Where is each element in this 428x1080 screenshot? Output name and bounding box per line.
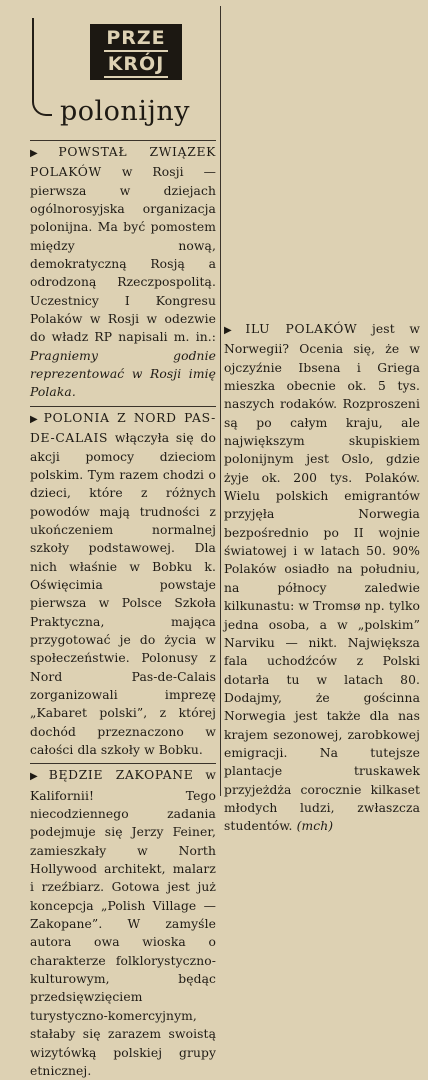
- author-signature: (mch): [296, 819, 334, 834]
- article-lead: POLONIA Z NORD PAS-DE-CALAIS: [30, 410, 216, 446]
- triangle-bullet-icon: ▶: [30, 413, 41, 425]
- article-3-start: [30, 766, 216, 1080]
- article-rule: [30, 763, 216, 764]
- article-body: w Kalifornii! Tego niecodziennego zadania podejmuje się Jerzy Feiner, zamieszkały w North Hollywood architekt, malarz i rzeźbiarz. Gotowa jest już koncepcja „Polish Village — Zakopane”. W zamyśle autora owa wioska o charakterze folklorystyczno-kulturowym, będąc przedsięwzięciem turystyczno-komercyjnym, stałaby się zarazem swoistą wizytówką polskiej grupy etnicznej.: [30, 768, 216, 1078]
- logo-line-2: KRÓJ: [104, 50, 169, 78]
- logo-line-1: PRZE: [106, 27, 166, 49]
- header-bracket: [32, 18, 52, 116]
- article-body: w Rosji — pierwsza w dziejach ogólnorosyjska organizacja polonijna. Ma być pomostem między nową, demokratyczną Rosją a odrodzoną Rzeczpospolitą. Uczestnicy I Kongresu Polaków w Rosji w odezwie do władz RP napisali m. in.:: [30, 165, 216, 345]
- article-quote: Pragniemy godnie reprezentować w Rosji imię Polaka.: [30, 348, 216, 400]
- column-divider: [220, 6, 221, 796]
- article-lead: BĘDZIE ZAKOPANE: [48, 768, 194, 783]
- przekroj-logo: [90, 24, 182, 80]
- article-lead: ILU POLAKÓW: [245, 322, 358, 336]
- column-header: [30, 14, 216, 136]
- left-column: [30, 14, 216, 1080]
- right-column: [224, 6, 420, 836]
- triangle-bullet-icon: ▶: [224, 325, 243, 336]
- triangle-bullet-icon: ▶: [30, 148, 56, 159]
- article-1: [30, 143, 216, 402]
- section-title: polonijny: [60, 96, 190, 127]
- article-4: [224, 320, 420, 836]
- article-2: [30, 409, 216, 760]
- article-rule: [30, 406, 216, 407]
- triangle-bullet-icon: ▶: [30, 771, 46, 783]
- article-lead: POWSTAŁ ZWIĄZEK POLAKÓW: [30, 145, 217, 180]
- article-body: włączyła się do akcji pomocy dzieciom polskim. Tym razem chodzi o dzieci, które z różnych powodów mają trudności z ukończeniem normalnej szkoły podstawowej. Dla nich właśnie w Bobku k. Oświęcimia powstaje pierwsza w Polsce Szkoła Praktyczna, mająca przygotować je do życia w społeczeństwie. Polonusy z Nord Pas-de-Calais zorganizowali imprezę „Kabaret polski”, z której dochód przeznaczono w całości dla szkoły w Bobku.: [30, 431, 216, 757]
- article-body: jest w Norwegii? Ocenia się, że w ojczyźnie Ibsena i Griega mieszka obecnie ok. 5 tys. naszych rodaków. Rozproszeni są po całym kraju, ale największym skupiskiem polonijnym jest Oslo, gdzie żyje ok. 200 tys. Polaków. Wielu polskich emigrantów przyjęła Norwegia bezpośrednio po II wojnie światowej i w latach 50. 90% Polaków osiadło na południu, na północy zaledwie kilkunastu: w Tromsø np. tylko jedna osoba, a w „polskim” Narviku — nikt. Największa fala uchodźców z Polski dotarła tu w latach 80. Dodajmy, że gościnna Norwegia jest także dla nas krajem sezonowej, zarobkowej emigracji. Na tutejsze plantacje truskawek przyjeżdża corocznie kilkaset młodych ludzi, zwłaszcza studentów.: [224, 322, 420, 834]
- header-rule: [30, 140, 216, 141]
